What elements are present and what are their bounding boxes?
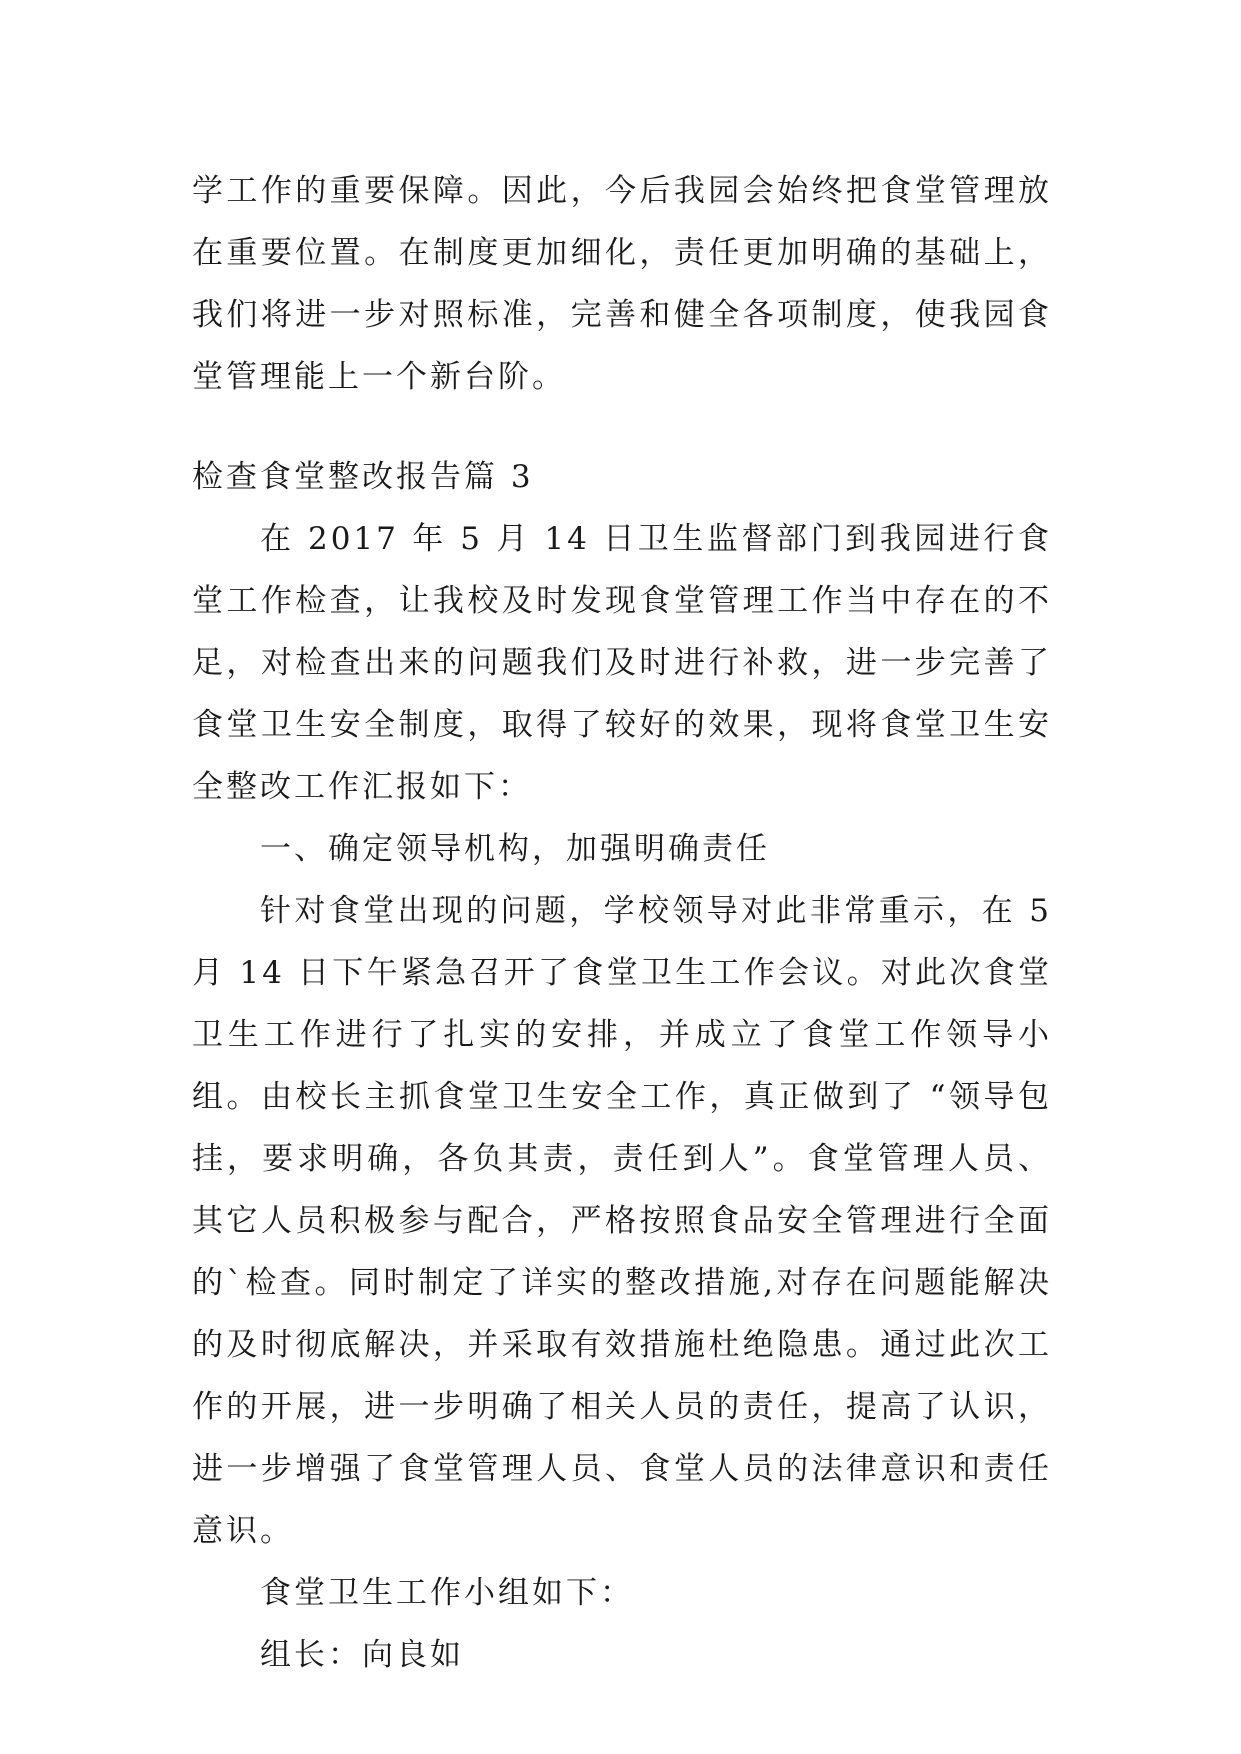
group-leader: 组长：向良如 [260, 1637, 464, 1673]
section-title: 检查食堂整改报告篇 3 [192, 459, 534, 495]
body-paragraph: 针对食堂出现的问题，学校领导对此非常重示，在 5 月 14 日下午紧急召开了食堂卫生工作会议。对此次食堂卫生工作进行了扎实的安排，并成立了食堂工作领导小组。由校长主抓食堂卫生安全工作，真正做到了 “领导包挂，要求明确，各负其责，责任到人”。食堂管理人员、其它人员积极参与配合，严格按照食品安全管理进行全面的`检查。同时制定了详实的整改措施,对存在问题能解决的及时彻底解决，并采取有效措施杜绝隐患。通过此次工作的开展，进一步明确了相关人员的责任，提高了认识，进一步增强了食堂管理人员、食堂人员的法律意识和责任意识。 [192, 893, 1052, 1549]
subheading-leadership: 一、确定领导机构，加强明确责任 [260, 831, 770, 867]
group-intro: 食堂卫生工作小组如下： [260, 1575, 634, 1611]
intro-paragraph: 在 2017 年 5 月 14 日卫生监督部门到我园进行食堂工作检查，让我校及时发现食堂管理工作当中存在的不足，对检查出来的问题我们及时进行补救，进一步完善了食堂卫生安全制度，取得了较好的效果，现将食堂卫生安全整改工作汇报如下： [192, 521, 1052, 805]
document-body [192, 160, 1052, 1686]
paragraph-continuation: 学工作的重要保障。因此，今后我园会始终把食堂管理放在重要位置。在制度更加细化，责任更加明确的基础上，我们将进一步对照标准，完善和健全各项制度，使我园食堂管理能上一个新台阶。 [192, 173, 1052, 395]
